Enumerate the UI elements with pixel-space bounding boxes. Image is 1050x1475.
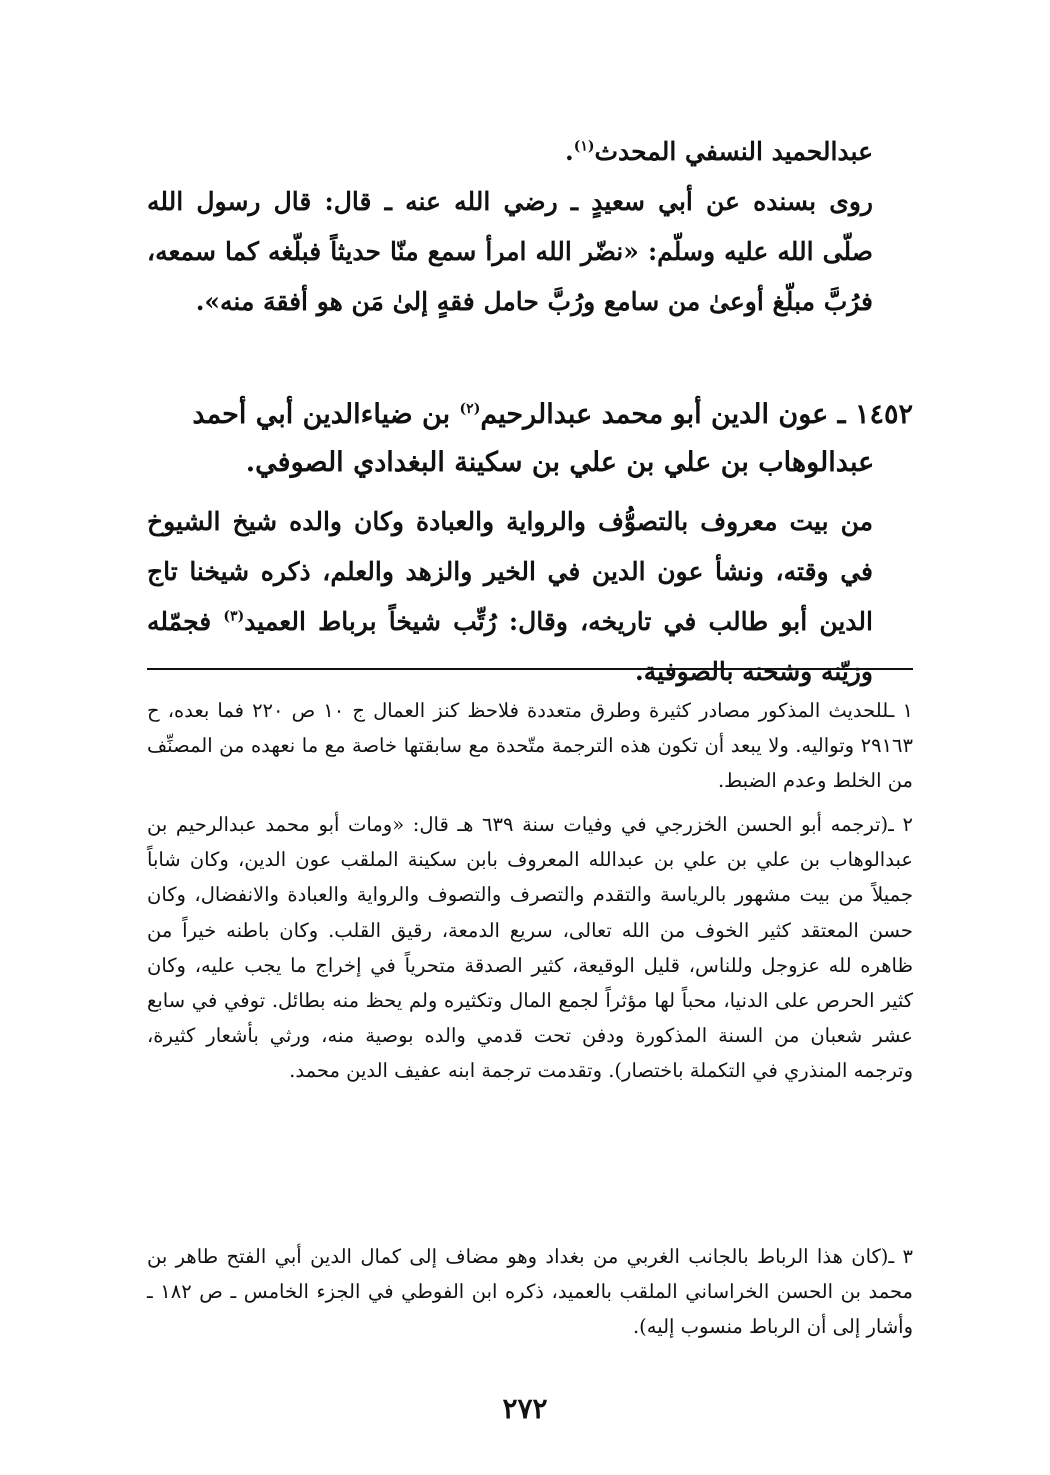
name-end-punct: . <box>564 137 574 166</box>
entry-body <box>147 497 913 697</box>
footnote-1-text: للحديث المذكور مصادر كثيرة وطرق متعددة فلاحظ كنز العمال ج ١٠ ص ٢٢٠ فما بعده، ح ٢٩١٦٣ وتواليه. ولا يبعد أن تكون هذه الترجمة متّحدة مع سابقتها خاصة مع ما نعهده من المصنِّف من الخلط وعدم الضبط. <box>147 699 913 793</box>
page-number: ٢٧٢ <box>502 1392 548 1425</box>
name-end: عبدالحميد النسفي المحدث <box>594 137 873 166</box>
entry-heading-line-2: عبدالوهاب بن علي بن علي بن سكينة البغدادي الصوفي. <box>245 447 875 478</box>
footnote-3-marker: ٣ ـ <box>888 1245 913 1268</box>
previous-entry-text <box>147 127 913 327</box>
footnote-3-text: (كان هذا الرباط بالجانب الغربي من بغداد وهو مضاف إلى كمال الدين أبي الفتح طاهر بن محمد بن الحسن الخراساني الملقب بالعميد، ذكره ابن الفوطي في الجزء الخامس ـ ص ١٨٢ ـ وأشار إلى أن الرباط منسوب إليه). <box>147 1245 913 1339</box>
footnote-3 <box>147 1239 913 1345</box>
footnote-ref-1: (١) <box>573 138 595 155</box>
footnote-2-marker: ٢ ـ <box>888 813 913 836</box>
footnote-1 <box>147 693 913 799</box>
entry-heading-part-b: بن ضياءالدين أبي أحمد <box>192 399 460 430</box>
entry-heading <box>147 391 913 487</box>
entry-heading-part-a: ١٤٥٢ ـ عون الدين أبو محمد عبدالرحيم <box>480 399 913 430</box>
previous-entry-name-line <box>147 127 913 177</box>
footnote-ref-3: (٣) <box>223 608 245 625</box>
footnote-ref-2: (٢) <box>459 401 481 417</box>
footnote-separator <box>147 668 913 670</box>
footnote-1-marker: ١ ـ <box>888 699 913 722</box>
footnote-2 <box>147 807 913 1089</box>
entry-body-part-b: فجمّله وزيّنه وشحنه بالصوفية. <box>147 607 873 686</box>
footnote-2-text: (ترجمه أبو الحسن الخزرجي في وفيات سنة ٦٣٩ هـ قال: «ومات أبو محمد عبدالرحيم بن عبدالوهاب بن علي بن علي بن عبدالله المعروف بابن سكينة الملقب عون الدين، وكان شاباً جميلاً من بيت مشهور بالرياسة والتقدم والتصرف والتصوف والرواية والعبادة والانفضال، وكان حسن المعتقد كثير الخوف من الله تعالى، سريع الدمعة، رقيق القلب. وكان باطنه خيراً من ظاهره لله عزوجل وللناس، قليل الوقيعة، كثير الصدقة متحرياً في إخراج ما يجب عليه، وكان كثير الحرص على الدنيا، محباً لها مؤثراً لجمع المال وتكثيره ولم يحظ منه بطائل. توفي في سابع عشر شعبان من السنة المذكورة ودفن تحت قدمي والده بوصية منه، ورثي بأشعار كثيرة، وترجمه المنذري في التكملة باختصار). وتقدمت ترجمة ابنه عفيف الدين محمد. <box>147 813 913 1083</box>
hadith-paragraph: روى بسنده عن أبي سعيدٍ ـ رضي الله عنه ـ قال: قال رسول الله صلّى الله عليه وسلّم: «نضّر الله امرأ سمع منّا حديثاً فبلّغه كما سمعه، فرُبَّ مبلّغ أوعىٰ من سامع ورُبَّ حامل فقهٍ إلىٰ مَن هو أفقهَ منه». <box>147 187 873 316</box>
entry-body-part-a: من بيت معروف بالتصوُّف والرواية والعبادة وكان والده شيخ الشيوخ في وقته، ونشأ عون الدين في الخير والزهد والعلم، ذكره شيخنا تاج الدين أبو طالب في تاريخه، وقال: رُتِّب شيخاً برباط العميد <box>147 507 873 636</box>
